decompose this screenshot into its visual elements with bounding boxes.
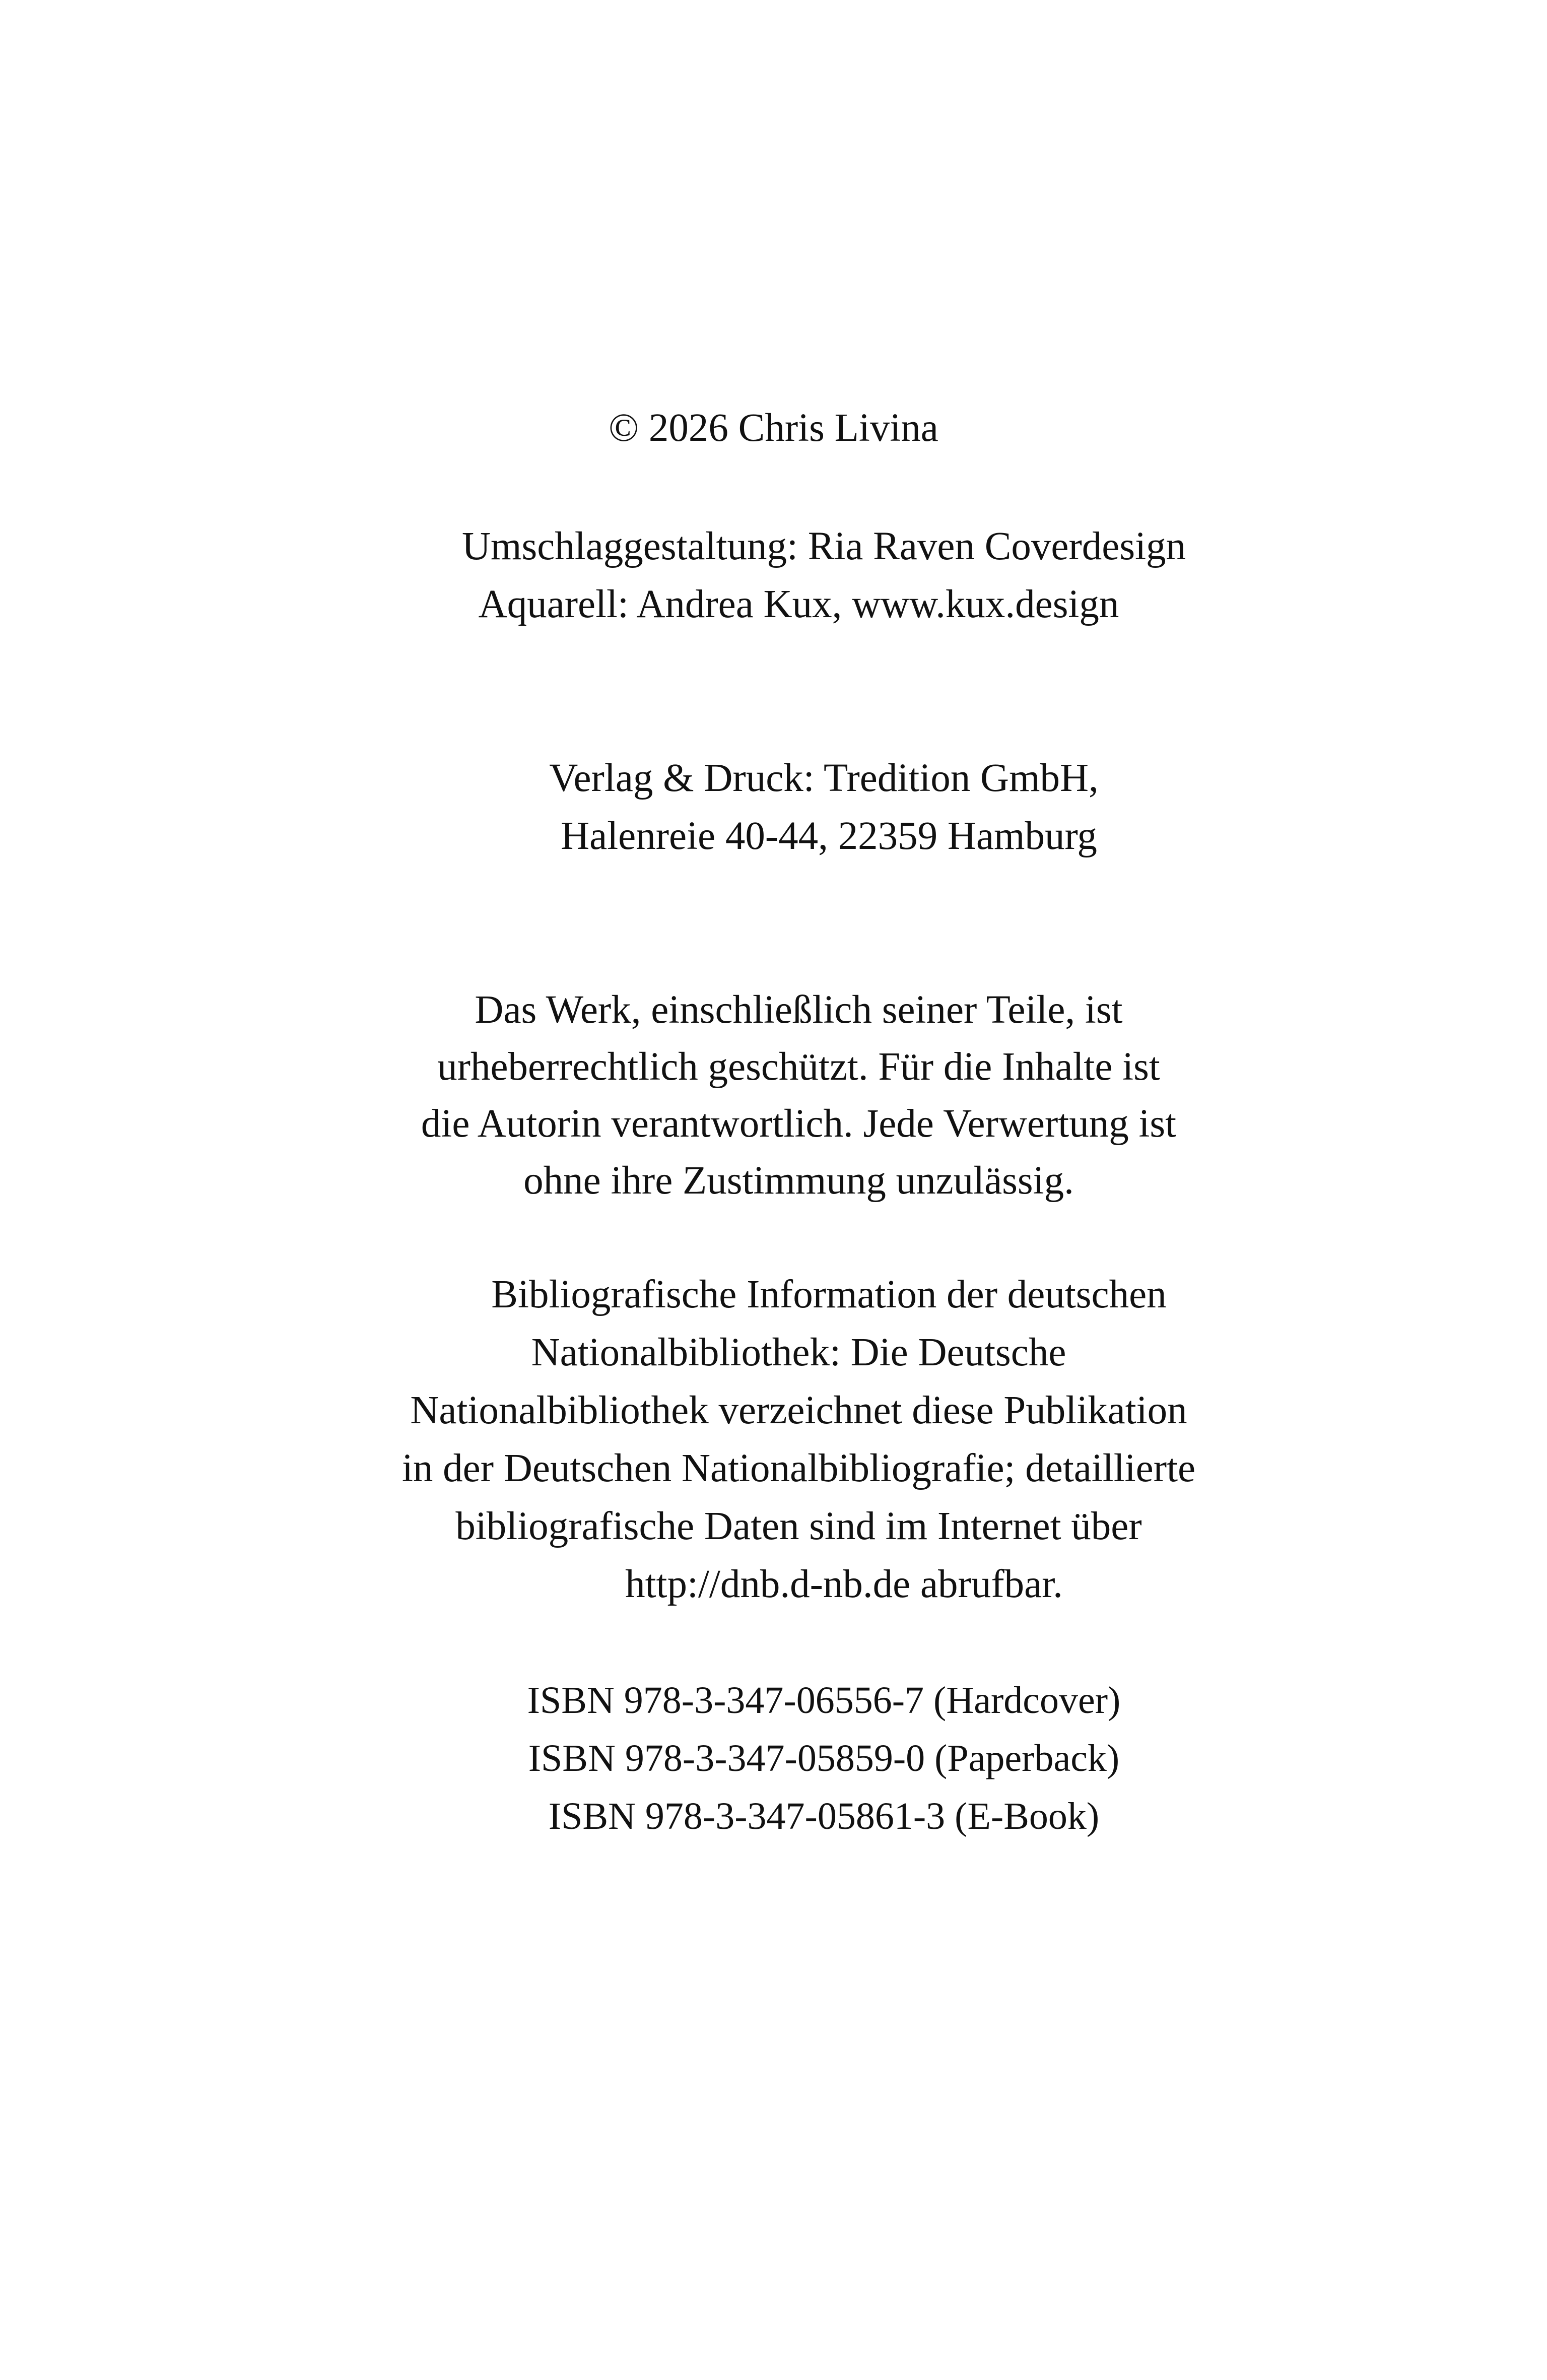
publisher-line-1: Verlag & Druck: Tredition GmbH, bbox=[549, 756, 1099, 800]
watercolor-credit: Aquarell: Andrea Kux, www.kux.design bbox=[478, 582, 1119, 626]
copyright-line: © 2026 Chris Livina bbox=[609, 406, 938, 450]
rights-notice-line-1: Das Werk, einschließlich seiner Teile, ist bbox=[475, 988, 1123, 1032]
rights-notice-line-3: die Autorin verantwortlich. Jede Verwertung ist bbox=[421, 1102, 1177, 1146]
rights-notice-line-4: ohne ihre Zustimmung unzulässig. bbox=[523, 1159, 1074, 1203]
bibliographic-line-4: in der Deutschen Nationalbibliografie; detaillierte bbox=[401, 1446, 1196, 1490]
bibliographic-line-2: Nationalbibliothek: Die Deutsche bbox=[531, 1331, 1066, 1374]
cover-design-credit: Umschlaggestaltung: Ria Raven Coverdesign bbox=[461, 524, 1186, 568]
bibliographic-line-5: bibliografische Daten sind im Internet über bbox=[455, 1504, 1142, 1548]
bibliographic-url-line: http://dnb.d-nb.de abrufbar. bbox=[625, 1562, 1063, 1606]
isbn-hardcover: ISBN 978-3-347-06556-7 (Hardcover) bbox=[527, 1679, 1121, 1722]
rights-notice-line-2: urheberrechtlich geschützt. Für die Inhalte ist bbox=[437, 1045, 1160, 1089]
isbn-paperback: ISBN 978-3-347-05859-0 (Paperback) bbox=[528, 1737, 1120, 1779]
publisher-address: Halenreie 40-44, 22359 Hamburg bbox=[561, 814, 1097, 858]
isbn-ebook: ISBN 978-3-347-05861-3 (E-Book) bbox=[548, 1795, 1100, 1837]
bibliographic-line-1: Bibliografische Information der deutschen bbox=[491, 1273, 1167, 1316]
bibliographic-line-3: Nationalbibliothek verzeichnet diese Publikation bbox=[410, 1389, 1187, 1432]
